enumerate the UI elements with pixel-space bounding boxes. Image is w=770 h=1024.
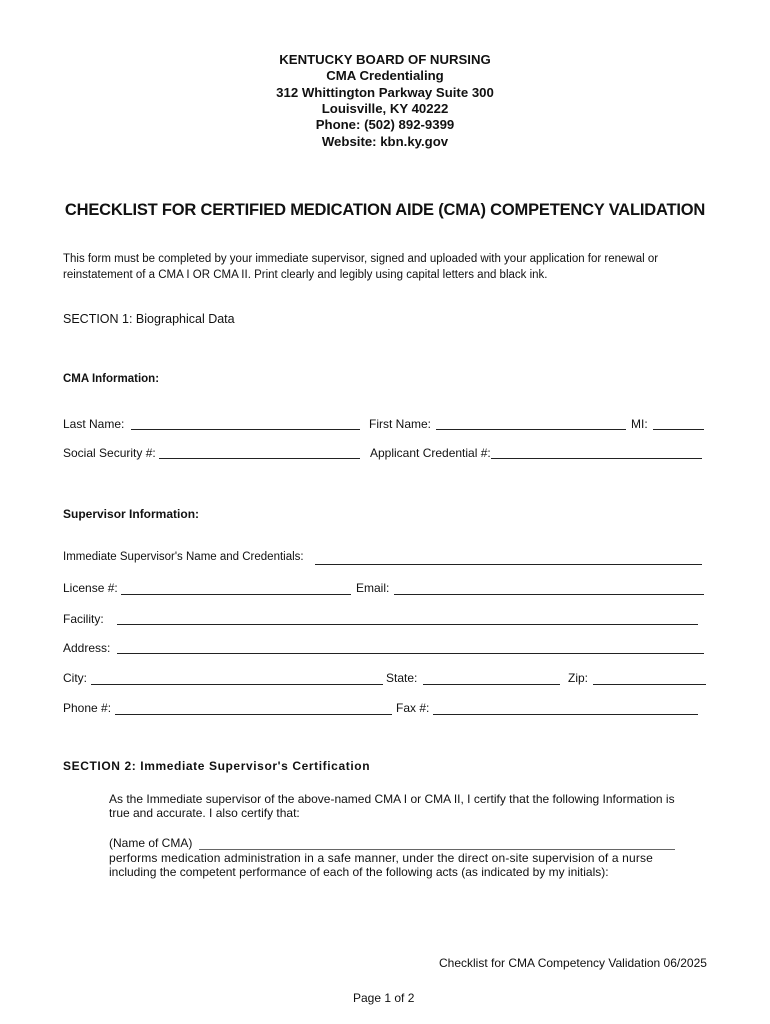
name-of-cma-label: (Name of CMA): [109, 836, 193, 850]
intro-line-1: This form must be completed by your immediate supervisor, signed and uploaded with your application for renewal or: [63, 253, 659, 265]
zip-label: Zip:: [568, 671, 589, 685]
website: Website: kbn.ky.gov: [321, 134, 449, 149]
certification-line-3: performs medication administration in a safe manner, under the direct on-site supervision of a nurse: [109, 851, 653, 865]
city-label: City:: [63, 671, 87, 685]
mi-label: MI:: [631, 417, 648, 431]
license-label: License #:: [63, 581, 118, 595]
state-label: State:: [386, 671, 418, 685]
name-of-cma-field[interactable]: [199, 849, 675, 850]
email-label: Email:: [356, 581, 390, 595]
phone-field[interactable]: [115, 714, 392, 715]
certification-line-2: true and accurate. I also certify that:: [109, 806, 300, 820]
supervisor-name-label: Immediate Supervisor's Name and Credentials:: [63, 551, 304, 563]
form-identifier: Checklist for CMA Competency Validation 06/2025: [439, 956, 707, 970]
city-state-zip: Louisville, KY 40222: [321, 101, 449, 116]
address-field[interactable]: [117, 653, 704, 654]
facility-field[interactable]: [117, 624, 698, 625]
cma-information-label: CMA Information:: [63, 373, 160, 385]
last-name-field[interactable]: [131, 429, 360, 430]
email-field[interactable]: [394, 594, 704, 595]
facility-label: Facility:: [63, 612, 104, 626]
credential-field[interactable]: [491, 458, 702, 459]
certification-line-1: As the Immediate supervisor of the above-named CMA I or CMA II, I certify that the following Information is: [109, 792, 675, 806]
supervisor-information-label: Supervisor Information:: [63, 507, 200, 521]
section-1-title: SECTION 1: Biographical Data: [63, 312, 235, 326]
phone-number: Phone: (502) 892-9399: [315, 117, 455, 132]
intro-line-2: reinstatement of a CMA I OR CMA II. Print clearly and legibly using capital letters and black ink.: [63, 269, 548, 281]
fax-field[interactable]: [433, 714, 698, 715]
page-title: CHECKLIST FOR CERTIFIED MEDICATION AIDE (CMA) COMPETENCY VALIDATION: [64, 201, 706, 219]
last-name-label: Last Name:: [63, 417, 125, 431]
state-field[interactable]: [423, 684, 560, 685]
first-name-label: First Name:: [369, 417, 432, 431]
certification-line-4: including the competent performance of each of the following acts (as indicated by my initials):: [109, 865, 609, 879]
page-number: Page 1 of 2: [353, 991, 415, 1005]
city-field[interactable]: [91, 684, 383, 685]
section-2-title: SECTION 2: Immediate Supervisor's Certification: [63, 759, 371, 773]
first-name-field[interactable]: [436, 429, 626, 430]
ssn-field[interactable]: [159, 458, 360, 459]
street-address: 312 Whittington Parkway Suite 300: [276, 85, 494, 100]
credential-label: Applicant Credential #:: [370, 446, 491, 460]
ssn-label: Social Security #:: [63, 446, 156, 460]
board-name: KENTUCKY BOARD OF NURSING: [279, 52, 491, 67]
supervisor-name-field[interactable]: [315, 564, 702, 565]
mi-field[interactable]: [653, 429, 704, 430]
zip-field[interactable]: [593, 684, 706, 685]
fax-label: Fax #:: [396, 701, 430, 715]
department-name: CMA Credentialing: [326, 68, 444, 83]
license-field[interactable]: [121, 594, 351, 595]
address-label: Address:: [63, 641, 111, 655]
phone-label: Phone #:: [63, 701, 112, 715]
